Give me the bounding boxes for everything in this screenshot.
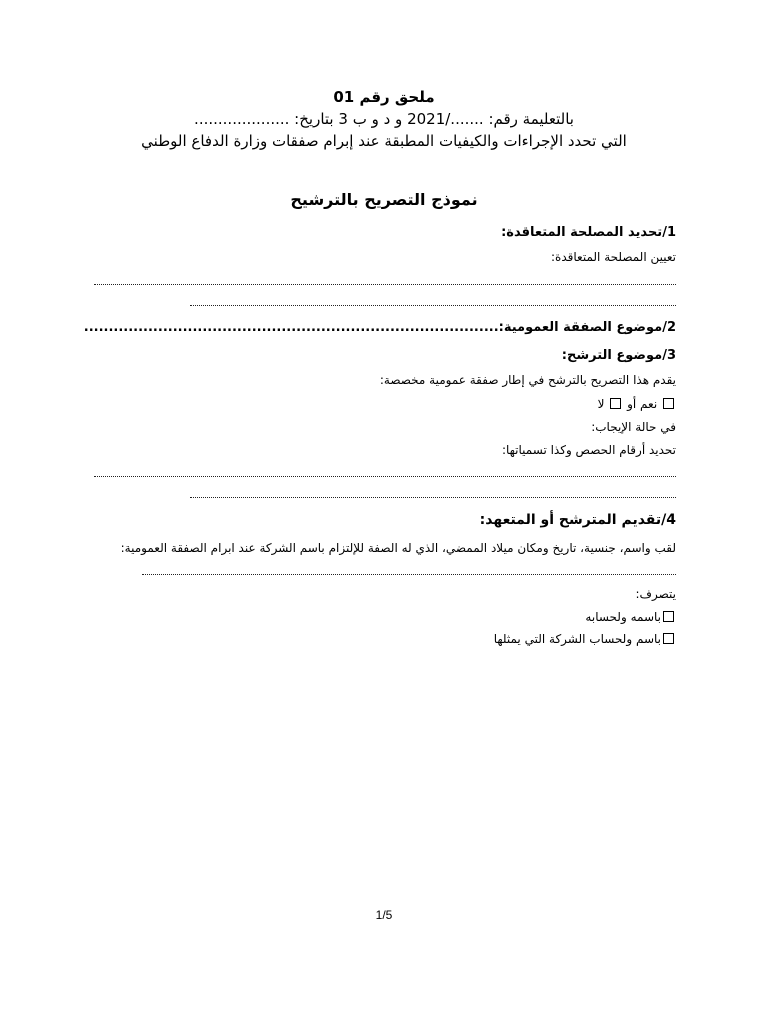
own-account-checkbox[interactable] [663,611,674,622]
no-checkbox[interactable] [610,398,621,409]
acting-option-company [494,632,676,646]
or-label: أو [627,397,637,411]
yes-checkbox[interactable] [663,398,674,409]
section2-heading: 2/موضوع الصفقة العمومية:.................................................................................... [83,320,676,335]
allotted-contract-question: يقدم هذا التصريح بالترشح في إطار صفقة عمومية مخصصة: [379,373,676,387]
instruction-reference: بالتعليمة رقم: ......./2021 و د و ب 3 بتاريخ: .................... [194,110,574,128]
own-account-label: باسمه ولحسابه [585,610,661,624]
instruction-subject: التي تحدد الإجراءات والكيفيات المطبقة عند إبرام صفقات وزارة الدفاع الوطني [141,132,627,150]
yes-no-options [598,397,676,411]
form-title: نموذج التصريح بالترشيح [290,190,478,209]
fill-line [94,476,676,477]
fill-line [190,305,676,306]
fill-line [190,497,676,498]
annex-number: ملحق رقم 01 [333,88,435,106]
if-yes-label: في حالة الإيجاب: [591,420,676,434]
acting-label: يتصرف: [635,587,676,601]
page-number: 1/5 [375,908,393,922]
acting-option-own-account [585,610,676,624]
section3-heading: 3/موضوع الترشح: [561,348,676,363]
lots-label: تحديد أرقام الحصص وكذا تسمياتها: [501,443,676,457]
fill-line [142,574,676,575]
company-label: باسم ولحساب الشركة التي يمثلها [493,632,661,646]
company-checkbox[interactable] [663,633,674,644]
signatory-details-label: لقب واسم، جنسية، تاريخ ومكان ميلاد الممضي، الذي له الصفة للإلتزام باسم الشركة عند ابرام الصفقة العمومية: [120,541,676,555]
fill-line [94,284,676,285]
section1-heading: 1/تحديد المصلحة المتعاقدة: [501,225,676,240]
section4-heading: 4/تقديم المترشح أو المتعهد: [479,512,676,528]
contracting-service-label: تعيين المصلحة المتعاقدة: [551,250,676,264]
yes-label: نعم [640,397,658,411]
no-label: لا [597,397,605,411]
